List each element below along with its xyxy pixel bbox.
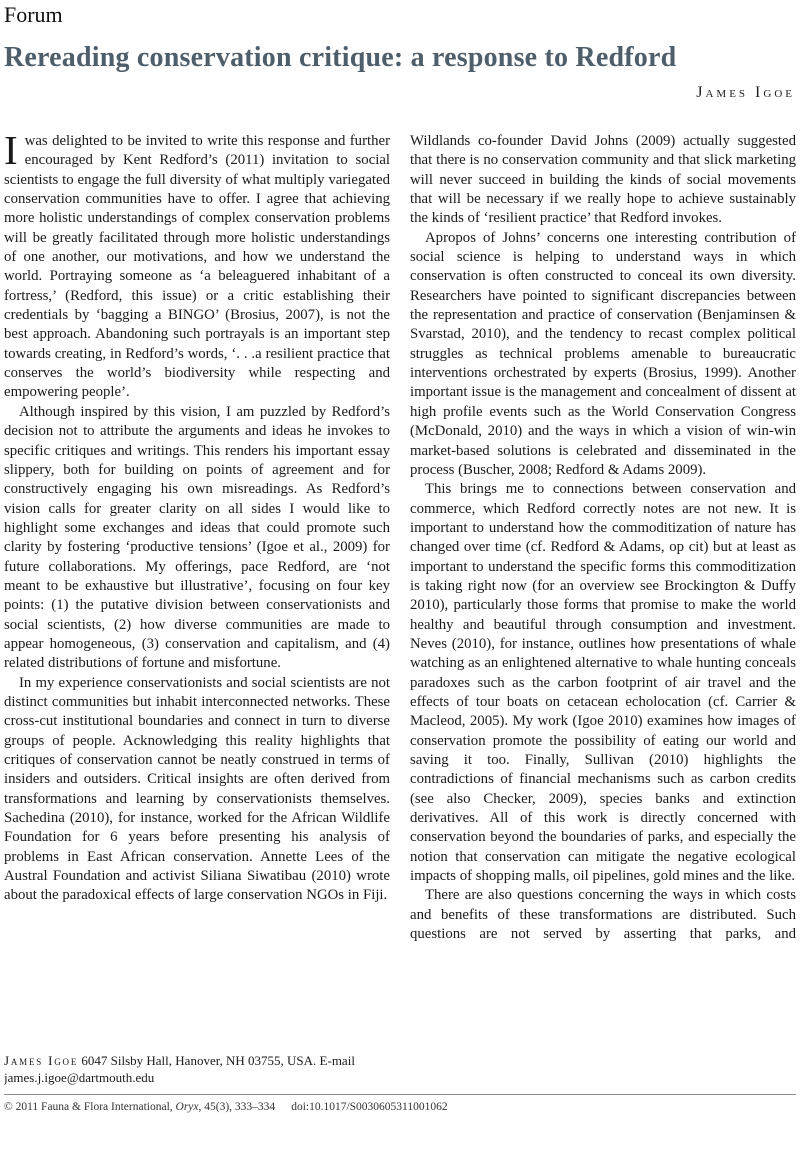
paragraph-left-2: Although inspired by this vision, I am puzzled by Redford’s decision not to attribute the arguments and ideas he invokes to specific critiques and writings. This renders his important essay slippery, both for building on points of agreement and for constructively engaging his own misreadings. As Redford’s vision calls for greater clarity on all sides I would like to highlight some exchanges and ideas that could promote such clarity by fostering ‘productive tensions’ (Igoe et al., 2009) for future collaborations. My offerings, pace Redford, are ‘not meant to be exhaustive but illustrative’, focusing on four key points: (1) the putative division between conservationists and social scientists, (2) how diverse communities are made to appear homogeneous, (3) conservation and capitalism, and (4) related distributions of fortune and misfortune. [4, 403, 390, 672]
footer-doi: doi:10.1017/S0030605311001062 [291, 1101, 448, 1113]
footer-copyright: © 2011 Fauna & Flora International, [4, 1101, 176, 1113]
paragraph-right-2: Apropos of Johns’ concerns one interesting contribution of social science is helping to understand ways in which conservation is often constructed to conceal its own diversity. Researchers have pointed to significant discrepancies between the representation and practice of conservation (Benjaminsen & Svarstad, 2010), and the tendency to recast complex political struggles as technical problems amenable to bureaucratic interventions orchestrated by experts (Brosius, 1999). Another important issue is the management and concealment of dissent at high profile events such as the World Conservation Congress (McDonald, 2010) and the ways in which a vision of win-win market-based solutions is celebrated and disseminated in the process (Buscher, 2008; Redford & Adams 2009). [410, 229, 796, 478]
paragraph-right-3: This brings me to connections between conservation and commerce, which Redford correctly notes are not new. It is important to understand how the commoditization of nature has changed over time (cf. Redford & Adams, op cit) but at least as important to understand the specific forms this commoditization is taking right now (for an overview see Brockington & Duffy 2010), particularly those forms that promise to make the world healthy and beautiful through consumption and investment. Neves (2010), for instance, outlines how presentations of whale watching as an enlightened alternative to whale hunting conceals paradoxes such as the carbon footprint of air travel and the effects of tour boats on cetacean echolocation (cf. Carrier & Macleod, 2005). My work (Igoe 2010) examines how images of conservation promote the possibility of eating our world and saving it too. Finally, Sullivan (2010) highlights the contradictions of financial mechanisms such as carbon credits (see also Checker, 2009), species banks and extinction derivatives. All of this work is directly concerned with conservation beyond the boundaries of parks, and especially the notion that conservation can mitigate the negative ecological impacts of shopping malls, oil pipelines, gold mines and the like. [410, 481, 796, 885]
footer-citation: , 45(3), 333–334 [198, 1101, 276, 1113]
section-label: Forum [4, 2, 63, 27]
author-footnote [4, 1052, 390, 1088]
paragraph-left-1-text: was delighted to be invited to write this response and further encouraged by Kent Redford’s (2011) invitation to social scientists to engage the full diversity of what multiply variegated conservation communities have to offer. I agree that achieving more holistic understandings of complex conservation problems will be greatly facilitated through more holistic understandings of one another, our motivations, and how we understand the world. Portraying someone as ‘a beleaguered inhabitant of a fortress,’ (Redford, this issue) or a critic establishing their credentials by ‘bagging a BINGO’ (Brosius, 2007), is not the best approach. Abandoning such portrayals is an important step towards creating, in Redford’s words, ‘. . .a resilient practice that conserves the world’s biodiversity while respecting and empowering people’. [4, 133, 390, 401]
right-column [410, 132, 796, 1088]
author-name: James Igoe [696, 84, 795, 101]
footnote-author: James Igoe [4, 1053, 79, 1068]
page-footer [4, 1094, 796, 1114]
article-title: Rereading conservation critique: a response to Redford [4, 42, 677, 73]
footer-journal-name: Oryx [175, 1101, 199, 1113]
paragraph-right-1: Wildlands co-founder David Johns (2009) actually suggested that there is no conservation community and that slick marketing will never succeed in building the kinds of social movements that will be necessary if we really hope to achieve sustainably the kinds of ‘resilient practice’ that Redford invokes. [410, 133, 796, 227]
dropcap: I [4, 132, 18, 173]
paragraph-right-4: There are also questions concerning the ways in which costs and benefits of these transformations are distributed. Such questions are not served by asserting that parks, and [410, 887, 796, 943]
paragraph-left-3: In my experience conservationists and social scientists are not distinct communities but inhabit interconnected networks. These cross-cut institutional boundaries and connect in turn to diverse groups of people. Acknowledging this reality highlights that critiques of conservation cannot be neatly construed in terms of insiders and outsiders. Critical insights are often derived from transformations and learning by conservationists themselves. Sachedina (2010), for instance, worked for the African Wildlife Foundation for 6 years before presenting his analysis of problems in East African conservation. Annette Lees of the Austral Foundation and activist Siliana Siwatibau (2010) wrote about the paradoxical effects of large conservation NGOs in Fiji. [4, 674, 390, 904]
footnote-address: 6047 Silsby Hall, Hanover, NH 03755, USA. E-mail [78, 1053, 355, 1068]
paragraph-left-1 [4, 132, 390, 403]
article-body [4, 132, 796, 1088]
footnote-email: james.j.igoe@dartmouth.edu [4, 1070, 155, 1085]
left-column [4, 132, 390, 1088]
